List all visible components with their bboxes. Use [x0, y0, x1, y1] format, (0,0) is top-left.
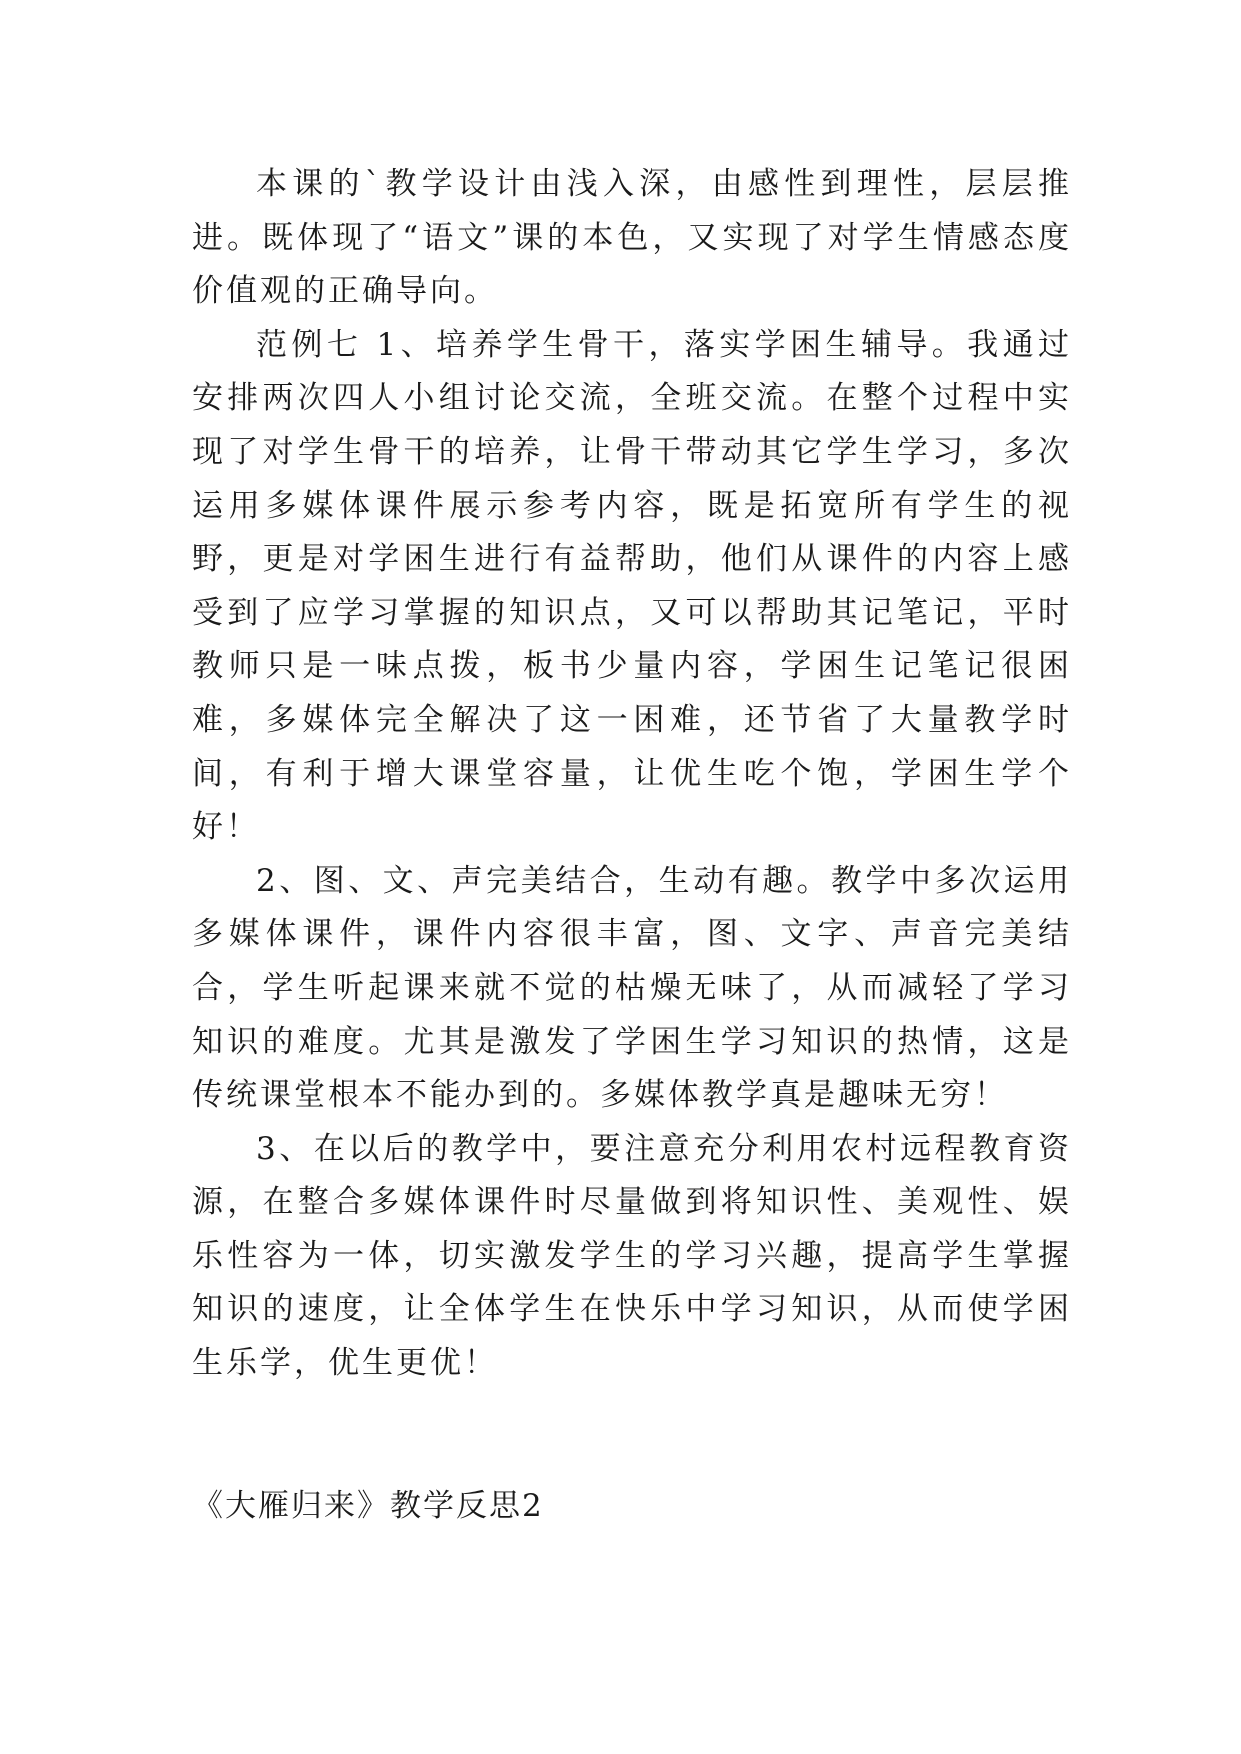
- paragraph-future-teaching: 3、在以后的教学中，要注意充分利用农村远程教育资源，在整合多媒体课件时尽量做到将知识性、美观性、娱乐性容为一体，切实激发学生的学习兴趣，提高学生掌握知识的速度，让全体学生在快乐中学习知识，从而使学困生乐学，优生更优！: [192, 1130, 1072, 1382]
- paragraph-design-summary: 本课的`教学设计由浅入深，由感性到理性，层层推进。既体现了“语文”课的本色，又实现了对学生情感态度价值观的正确导向。: [192, 166, 1072, 310]
- document-body: [192, 158, 1072, 1391]
- paragraph-example-seven: 范例七 1、培养学生骨干，落实学困生辅导。我通过安排两次四人小组讨论交流，全班交流。在整个过程中实现了对学生骨干的培养，让骨干带动其它学生学习，多次运用多媒体课件展示参考内容，既是拓宽所有学生的视野，更是对学困生进行有益帮助，他们从课件的内容上感受到了应学习掌握的知识点，又可以帮助其记笔记，平时教师只是一味点拨，板书少量内容，学困生记笔记很困难，多媒体完全解决了这一困难，还节省了大量教学时间，有利于增大课堂容量，让优生吃个饱，学困生学个好！: [192, 326, 1072, 846]
- section-heading: 《大雁归来》教学反思2: [192, 1488, 544, 1524]
- paragraph-multimedia: 2、图、文、声完美结合，生动有趣。教学中多次运用多媒体课件，课件内容很丰富，图、文字、声音完美结合，学生听起课来就不觉的枯燥无味了，从而减轻了学习知识的难度。尤其是激发了学困生学习知识的热情，这是传统课堂根本不能办到的。多媒体教学真是趣味无穷！: [192, 862, 1072, 1114]
